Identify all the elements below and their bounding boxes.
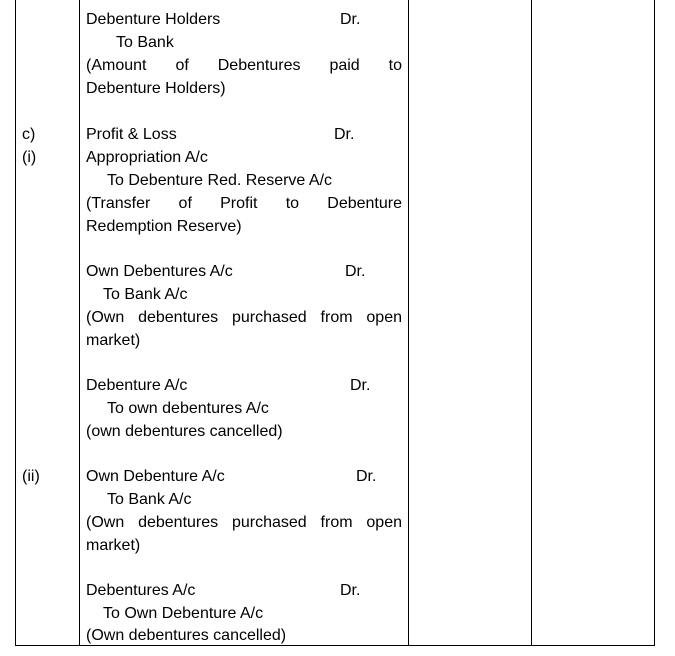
narration-word: purchased (231, 309, 307, 326)
dr-label: Dr. (345, 263, 366, 280)
narration-word: Debentures (217, 57, 301, 74)
narration-line: (Own debentures cancelled) (86, 627, 287, 644)
table-border-amount-divider (531, 0, 532, 646)
narration-word: of (178, 195, 192, 212)
narration-word: Profit (220, 195, 258, 212)
dr-label: Dr. (340, 582, 361, 599)
narration-word: from (320, 309, 353, 326)
narration-word: (Own (86, 514, 125, 531)
row-label: (i) (22, 149, 37, 166)
narration-word: from (320, 514, 353, 531)
narration-line (86, 54, 402, 77)
narration-line: Redemption Reserve) (86, 218, 242, 235)
table-border-right (654, 0, 655, 646)
table-border-particulars-right (408, 0, 409, 646)
credit-account: To Debenture Red. Reserve A/c (107, 172, 333, 189)
narration-word: open (366, 309, 402, 326)
table-border-left (15, 0, 16, 646)
narration-word: to (388, 57, 402, 74)
dr-label: Dr. (334, 126, 355, 143)
narration-word: (Own (86, 309, 125, 326)
debit-account: Debenture Holders (86, 11, 221, 28)
credit-account: To Own Debenture A/c (103, 605, 264, 622)
dr-label: Dr. (350, 377, 371, 394)
narration-word: debentures (138, 309, 219, 326)
narration-word: Debenture (327, 195, 402, 212)
narration-line: market) (86, 537, 141, 554)
narration-word: debentures (138, 514, 219, 531)
narration-line: Debenture Holders) (86, 80, 226, 97)
debit-account: Own Debentures A/c (86, 263, 233, 280)
narration-word: of (175, 57, 189, 74)
credit-account: To Bank A/c (107, 491, 192, 508)
narration-line (86, 511, 402, 534)
debit-account-cont: Appropriation A/c (86, 149, 208, 166)
narration-line: market) (86, 332, 141, 349)
dr-label: Dr. (340, 11, 361, 28)
debit-account: Own Debenture A/c (86, 468, 225, 485)
narration-line: (own debentures cancelled) (86, 423, 283, 440)
credit-account: To own debentures A/c (107, 400, 269, 417)
narration-word: paid (329, 57, 360, 74)
narration-word: (Transfer (86, 195, 151, 212)
narration-line (86, 306, 402, 329)
debit-account: Profit & Loss (86, 126, 177, 143)
row-label: (ii) (22, 468, 40, 485)
table-border-particulars-left (79, 0, 80, 646)
narration-word: purchased (231, 514, 307, 531)
narration-line (86, 192, 402, 215)
narration-word: (Amount (86, 57, 147, 74)
credit-account: To Bank (116, 34, 174, 51)
credit-account: To Bank A/c (103, 286, 188, 303)
row-label: c) (22, 126, 36, 143)
dr-label: Dr. (356, 468, 377, 485)
debit-account: Debenture A/c (86, 377, 188, 394)
narration-word: to (285, 195, 300, 212)
debit-account: Debentures A/c (86, 582, 196, 599)
narration-word: open (366, 514, 402, 531)
